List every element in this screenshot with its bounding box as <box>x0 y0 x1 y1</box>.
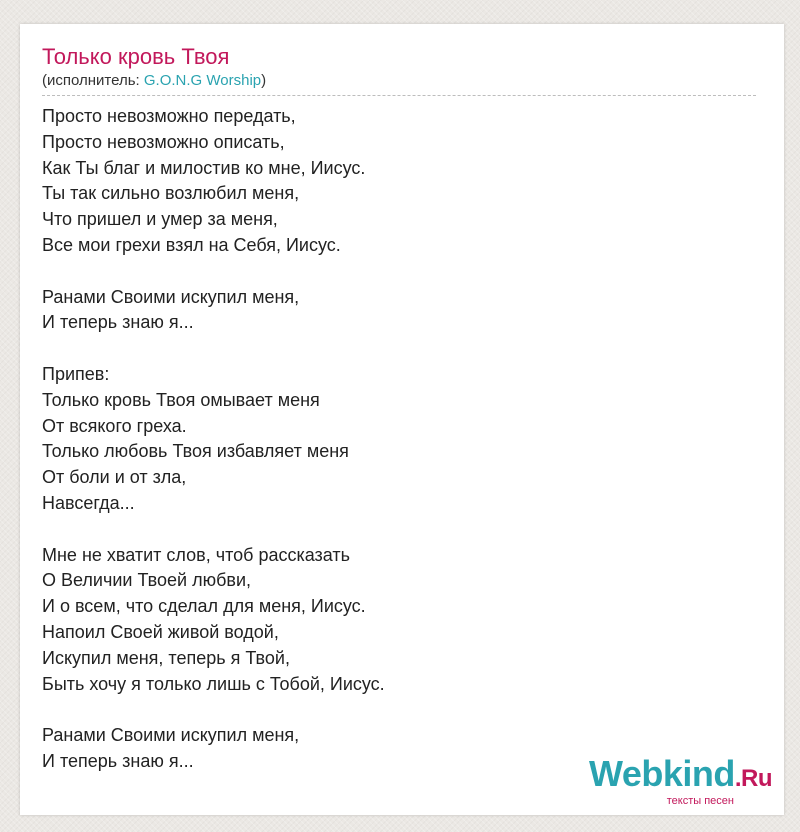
lyric-line: Напоил Своей живой водой, <box>42 621 279 642</box>
artist-prefix: (исполнитель: <box>42 72 144 89</box>
song-title: Только кровь Твоя <box>42 44 230 69</box>
lyric-line: Только любовь Твоя избавляет меня <box>42 441 349 462</box>
lyric-line: И теперь знаю я... <box>42 750 194 771</box>
artist-link[interactable]: G.O.N.G Worship <box>143 72 262 89</box>
lyric-line: Просто невозможно описать, <box>42 131 285 152</box>
stanza-break <box>42 697 385 723</box>
logo-tagline: тексты песен <box>666 795 734 807</box>
lyric-line: Искупил меня, теперь я Твой, <box>42 647 290 668</box>
lyrics-card <box>20 24 784 815</box>
lyric-line: Ты так сильно возлюбил меня, <box>42 183 300 204</box>
artist-line <box>42 72 266 90</box>
lyric-line: Ранами Своими искупил меня, <box>42 286 300 307</box>
lyric-line: Ранами Своими искупил меня, <box>42 725 300 746</box>
stanza-break <box>42 336 385 362</box>
logo-suffix: .Ru <box>734 765 772 792</box>
lyric-line: Только кровь Твоя омывает меня <box>42 389 320 410</box>
divider <box>42 95 756 96</box>
lyric-line: Навсегда... <box>42 492 135 513</box>
stanza-break <box>42 259 385 285</box>
stanza-break <box>42 517 385 543</box>
lyric-line: Мне не хватит слов, чтоб рассказать <box>42 544 351 565</box>
lyric-line: О Величии Твоей любви, <box>42 570 252 591</box>
lyric-line: И о всем, что сделал для меня, Иисус. <box>42 596 366 617</box>
lyric-line: Быть хочу я только лишь с Тобой, Иисус. <box>42 673 385 694</box>
site-logo[interactable] <box>588 753 772 807</box>
logo-wordmark <box>588 753 772 797</box>
artist-suffix: ) <box>261 72 267 89</box>
lyric-line: Просто невозможно передать, <box>42 106 296 126</box>
logo-main-text: Webkind <box>588 753 735 794</box>
lyric-line: От боли и от зла, <box>42 467 187 488</box>
lyric-line: Все мои грехи взял на Себя, Иисус. <box>42 234 341 255</box>
lyric-line: Припев: <box>42 363 110 384</box>
lyric-line: Что пришел и умер за меня, <box>42 209 278 230</box>
lyrics-body <box>42 104 385 775</box>
lyric-line: Как Ты благ и милостив ко мне, Иисус. <box>42 157 366 178</box>
lyric-line: И теперь знаю я... <box>42 312 194 333</box>
lyric-line: От всякого греха. <box>42 415 187 436</box>
